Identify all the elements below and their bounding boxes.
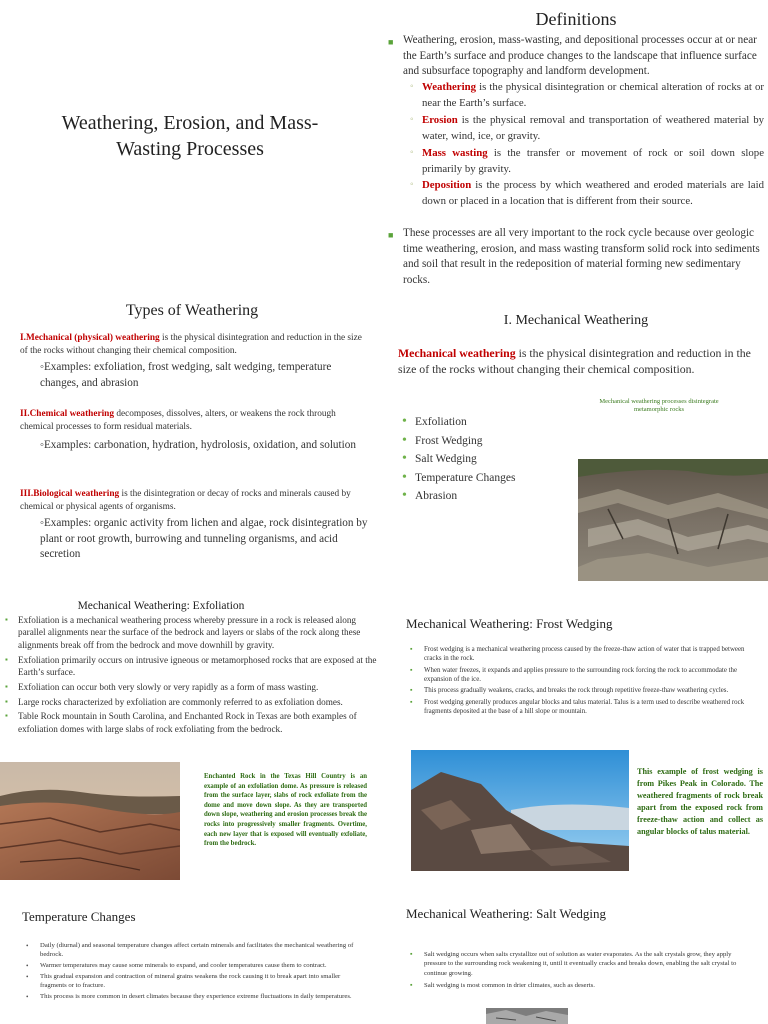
list-item: • Daily (diurnal) and seasonal temperature changes affect certain minerals and facilitates the mechanical weathering of bedrock. [26, 942, 366, 959]
def-text: is the physical removal and transportation of weathered material by water, wind, ice, or gravity. [422, 114, 764, 142]
types-slide [0, 296, 384, 592]
def-weathering [410, 80, 764, 111]
mechanical-intro [398, 346, 758, 377]
type-chemical-examples: ◦Examples: carbonation, hydration, hydrolosis, oxidation, and solution [40, 439, 356, 451]
type-num: I. [20, 333, 26, 343]
list-item: • Salt Wedging [402, 450, 515, 469]
list-item: • Exfoliation [402, 413, 515, 432]
list-item: ▪ Salt wedging occurs when salts crystallize out of solution as water evaporates. As the salt crystals grow, they apply pressure to the surrounding rock weakening it, until it eventually cracks and breaks down, enabling the salt crystal to continue growing. [410, 950, 750, 978]
temperature-title: Temperature Changes [22, 909, 136, 924]
types-title: Types of Weathering [125, 302, 259, 319]
type-text: is the physical disintegration and reduction in the size of the rocks without changing their chemical composition. [20, 333, 362, 356]
definitions-title: Definitions [535, 9, 617, 29]
list-item: ▪ Salt wedging is most common in drier climates, such as deserts. [410, 981, 750, 990]
type-text: decomposes, dissolves, alters, or weakens the rock through chemical processes to form residual materials. [20, 409, 336, 432]
def-deposition [410, 178, 764, 209]
main-title: Weathering, Erosion, and Mass-Wasting Processes [61, 112, 319, 160]
type-mechanical-examples: ◦Examples: exfoliation, frost wedging, salt wedging, temperature changes, and abrasion [40, 361, 332, 389]
frost-wedging-list [410, 645, 750, 718]
salt-wedging-title: Mechanical Weathering: Salt Wedging [406, 906, 606, 921]
def-text: is the process by which weathered and eroded materials are laid down or placed in a location that is different from their source. [422, 179, 764, 207]
definitions-bullet-2: These processes are all very important to the rock cycle because over geologic time weathering, erosion, and mass wasting transform solid rock into sediments and soil that result in the redeposition of material forming new sedimentary rocks. [403, 227, 760, 286]
mechanical-slide [384, 296, 768, 592]
bullet-square-icon: ■ [388, 37, 394, 47]
def-term: Erosion [422, 114, 458, 126]
pikes-peak-photo [411, 750, 629, 871]
type-term: Biological weathering [33, 489, 120, 499]
sub-bullet-icon: ◦ [410, 114, 414, 125]
frost-wedging-note: This example of frost wedging is from Pikes Peak in Colorado. The weathered fragments of rock break apart from the exposed rock from freeze-thaw action and collect as angular blocks of talus material. [637, 767, 763, 836]
mechanical-list [402, 413, 515, 506]
sub-bullet-icon: ◦ [410, 179, 414, 190]
type-biological [20, 488, 370, 514]
type-text: is the disintegration or decay of rocks and minerals caused by chemical or physical agents of organisms. [20, 489, 351, 512]
list-item: • This gradual expansion and contraction of mineral grains weakens the rock causing it to break apart into smaller fragments or to fracture. [26, 973, 366, 990]
def-term: Weathering [422, 81, 476, 93]
frost-wedging-title: Mechanical Weathering: Frost Wedging [406, 616, 613, 631]
list-item: ▪ Frost wedging generally produces angular blocks and talus material. Talus is a term used to describe weathered rock fragments deposited at the base of a hill slope or mountain. [410, 698, 750, 716]
def-erosion [410, 113, 764, 144]
photo-caption: Mechanical weathering processes disintegrate metamorphic rocks [599, 398, 719, 413]
list-item: ▪ Table Rock mountain in South Carolina, and Enchanted Rock in Texas are both examples of exfoliation domes with large slabs of rock exfoliating from the bedrock. [4, 710, 378, 735]
def-text: is the transfer or movement of rock or soil down slope primarily by gravity. [422, 147, 764, 175]
list-item: ▪ Large rocks characterized by exfoliation are commonly referred to as exfoliation domes. [4, 696, 378, 708]
type-num: III. [20, 489, 34, 499]
list-item: • Warmer temperatures may cause some minerals to expand, and cooler temperatures cause them to contract. [26, 962, 366, 971]
type-mechanical [20, 332, 370, 358]
exfoliation-title: Mechanical Weathering: Exfoliation [77, 600, 245, 612]
salt-wedging-slide [384, 892, 768, 1024]
enchanted-rock-photo [0, 762, 180, 880]
list-item: ▪ Exfoliation can occur both very slowly or very rapidly as a form of mass wasting. [4, 681, 378, 693]
type-term: Chemical weathering [29, 409, 114, 419]
def-text: is the physical disintegration or chemical alteration of rocks at or near the Earth’s surface. [422, 81, 764, 109]
bullet-square-icon: ■ [388, 230, 394, 240]
salt-wedging-photo [486, 1008, 568, 1024]
title-slide [0, 0, 384, 296]
list-item: • This process is more common in desert climates because they experience extreme fluctuations in daily temperatures. [26, 993, 366, 1002]
type-num: II. [20, 409, 30, 419]
list-item: • Frost Wedging [402, 432, 515, 451]
intro-term: Mechanical weathering [398, 346, 516, 360]
list-item: ▪ When water freezes, it expands and applies pressure to the surrounding rock forcing the rock to accommodate the expansion of the ice. [410, 666, 750, 684]
exfoliation-slide [0, 592, 384, 892]
metamorphic-rock-photo [578, 459, 768, 581]
definitions-bullet-1: Weathering, erosion, mass-wasting, and depositional processes occur at or near the Earth’s surface and produce changes to the landscape that influence surface and subsurface topography and landform development. [403, 34, 757, 77]
definitions-slide [384, 0, 768, 296]
def-term: Deposition [422, 179, 472, 191]
exfoliation-note: Enchanted Rock in the Texas Hill Country is an example of an exfoliation dome. As pressure is released from the surface layer, slabs of rock exfoliate from the dome and move down slope. As they are transported down slope, weathering and erosion processes break the rocks into progressively smaller fragments. Overtime, each new layer that is exposed will eventually exfoliate, from the bedrock. [204, 773, 367, 848]
frost-wedging-slide [384, 592, 768, 892]
sub-bullet-icon: ◦ [410, 147, 414, 158]
def-mass-wasting [410, 146, 764, 177]
list-item: • Temperature Changes [402, 469, 515, 488]
temperature-list [26, 942, 366, 1004]
salt-wedging-list [410, 950, 750, 992]
intro-text: is the physical disintegration and reduction in the size of the rocks without changing their chemical composition. [398, 346, 751, 376]
sub-bullet-icon: ◦ [410, 81, 414, 92]
mechanical-title: I. Mechanical Weathering [503, 313, 649, 328]
exfoliation-list [4, 614, 378, 738]
list-item: ▪ Exfoliation is a mechanical weathering process whereby pressure in a rock is released along parallel alignments near the surface of the bedrock and layers or slabs of the rock along these alignments break off from the bedrock and move downhill by gravity. [4, 614, 378, 651]
type-chemical [20, 408, 370, 434]
list-item: • Abrasion [402, 487, 515, 506]
type-term: Mechanical (physical) weathering [25, 333, 160, 343]
list-item: ▪ Exfoliation primarily occurs on intrusive igneous or metamorphosed rocks that are exposed at the Earth’s surface. [4, 654, 378, 679]
list-item: ▪ Frost wedging is a mechanical weathering process caused by the freeze-thaw action of water that is trapped between cracks in the rock. [410, 645, 750, 663]
type-biological-examples: ◦Examples: organic activity from lichen and algae, rock disintegration by plant or root growth, burrowing and tunneling organisms, and acid secretion [40, 517, 368, 561]
temperature-slide [0, 892, 384, 1024]
def-term: Mass wasting [422, 147, 488, 159]
list-item: ▪ This process gradually weakens, cracks, and breaks the rock through repetitive freeze-thaw weathering cycles. [410, 686, 750, 695]
